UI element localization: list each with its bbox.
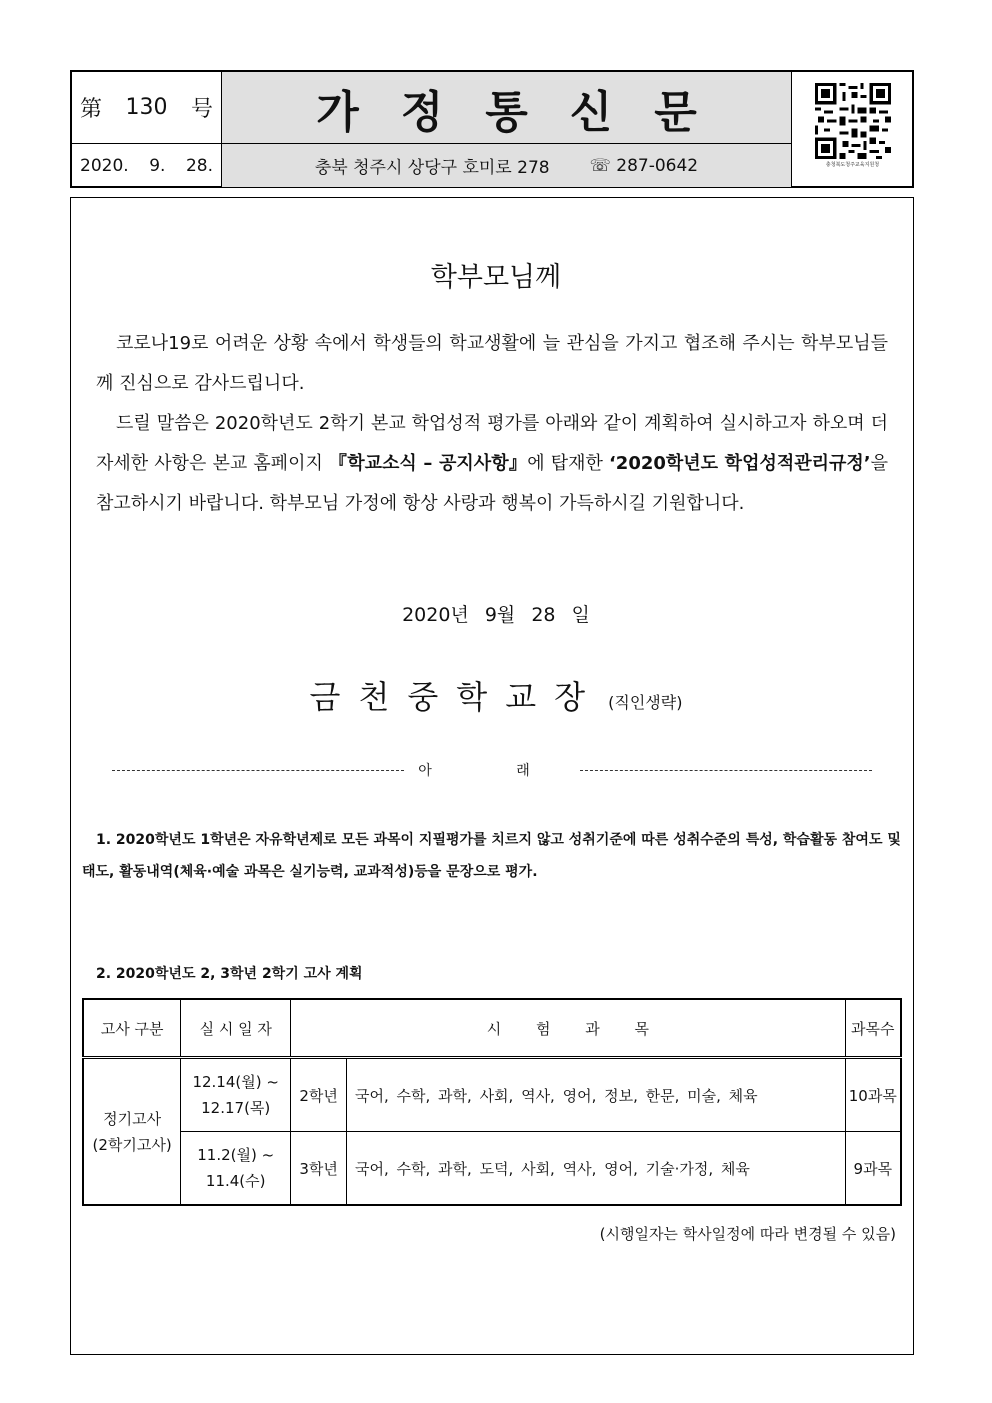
grading-regulation-ref: ‘2020학년도 학업성적관리규정’ bbox=[608, 453, 871, 474]
homepage-notice-ref: 『학교소식 – 공지사항』 bbox=[328, 453, 528, 474]
header-dates: 실 시 일 자 bbox=[181, 999, 291, 1058]
exam-dates: 12.14(월) ~ 12.17(목) bbox=[181, 1058, 291, 1132]
exam-dates: 11.2(월) ~ 11.4(수) bbox=[181, 1132, 291, 1206]
exam-subject-count: 10과목 bbox=[845, 1058, 901, 1132]
issue-label: 第 bbox=[80, 97, 103, 122]
para2-text-e: 을 참고하시기 바랍니다. 학부모님 가정에 항상 사랑과 행복이 가득하시길 기원합니다. bbox=[96, 453, 889, 514]
issue-date-day: 28. bbox=[185, 155, 213, 176]
issue-date-cell bbox=[72, 144, 222, 188]
header-subjects: 시 험 과 목 bbox=[291, 999, 845, 1058]
para2-text-c: 에 탑재한 bbox=[527, 453, 609, 474]
schedule-change-note: (시행일자는 학사일정에 따라 변경될 수 있음) bbox=[599, 1225, 896, 1243]
newsletter-title: 가정통신문 bbox=[222, 72, 792, 144]
exam-grade: 3학년 bbox=[291, 1132, 347, 1206]
divider-label: 아 래 bbox=[418, 763, 570, 779]
notice-item-1: 1. 2020학년도 1학년은 자유학년제로 모든 과목이 지필평가를 치르지 않고 성취기준에 따른 성취수준의 특성, 학습활동 참여도 및 태도, 활동내역(체육·예술 과목은 실기능력, 교과적성)등을 문장으로 평가. bbox=[82, 832, 901, 880]
issue-number-cell bbox=[72, 72, 222, 144]
notice-item-2: 2. 2020학년도 2, 3학년 2학기 고사 계획 bbox=[96, 966, 363, 982]
exam-schedule-table bbox=[82, 998, 902, 1206]
issue-number: 130 bbox=[125, 95, 168, 120]
table-row bbox=[83, 1058, 901, 1132]
letter-paragraph-1: 코로나19로 어려운 상황 속에서 학생들의 학교생활에 늘 관심을 가지고 협조해 주시는 학부모님들께 진심으로 감사드립니다. bbox=[96, 333, 888, 394]
exam-subjects: 국어, 수학, 과학, 사회, 역사, 영어, 정보, 한문, 미술, 체육 bbox=[347, 1058, 846, 1132]
school-contact-cell bbox=[222, 144, 792, 188]
letter-date: 2020년 9월 28 일 bbox=[402, 604, 590, 626]
newsletter-header bbox=[70, 70, 914, 188]
qr-code-icon bbox=[815, 83, 891, 159]
qr-code-cell bbox=[792, 72, 914, 188]
exam-category: 정기고사 (2학기고사) bbox=[83, 1058, 181, 1206]
header-category: 고사 구분 bbox=[83, 999, 181, 1058]
header-count: 과목수 bbox=[845, 999, 901, 1058]
principal-signature bbox=[0, 672, 992, 718]
issue-date-year: 2020. bbox=[80, 155, 129, 176]
principal-name: 금천중학교장 bbox=[309, 678, 604, 716]
letter-paragraph-2 bbox=[96, 404, 888, 524]
school-phone: ☏ 287-0642 bbox=[589, 155, 699, 176]
school-address: 충북 청주시 상당구 호미로 278 bbox=[314, 158, 550, 178]
table-header-row bbox=[83, 999, 901, 1058]
exam-subjects: 국어, 수학, 과학, 도덕, 사회, 역사, 영어, 기술·가정, 체육 bbox=[347, 1132, 846, 1206]
exam-subject-count: 9과목 bbox=[845, 1132, 901, 1206]
divider-line-left bbox=[112, 770, 404, 771]
divider-line-right bbox=[580, 770, 872, 771]
section-divider bbox=[112, 760, 872, 780]
letter-greeting: 학부모님께 bbox=[430, 262, 562, 293]
qr-caption: 충청북도청주교육지원청 bbox=[825, 161, 880, 168]
exam-grade: 2학년 bbox=[291, 1058, 347, 1132]
table-row bbox=[83, 1132, 901, 1206]
issue-date-month: 9. bbox=[149, 155, 166, 176]
para2-text-a: 드릴 말씀은 2020학년도 2학기 본교 학업성적 평가를 아래와 같이 계획하여 실시하고자 하오며 더 자세한 사항은 본교 홈페이지 bbox=[96, 413, 888, 474]
seal-note: (직인생략) bbox=[608, 693, 683, 712]
issue-suffix: 号 bbox=[190, 97, 213, 122]
